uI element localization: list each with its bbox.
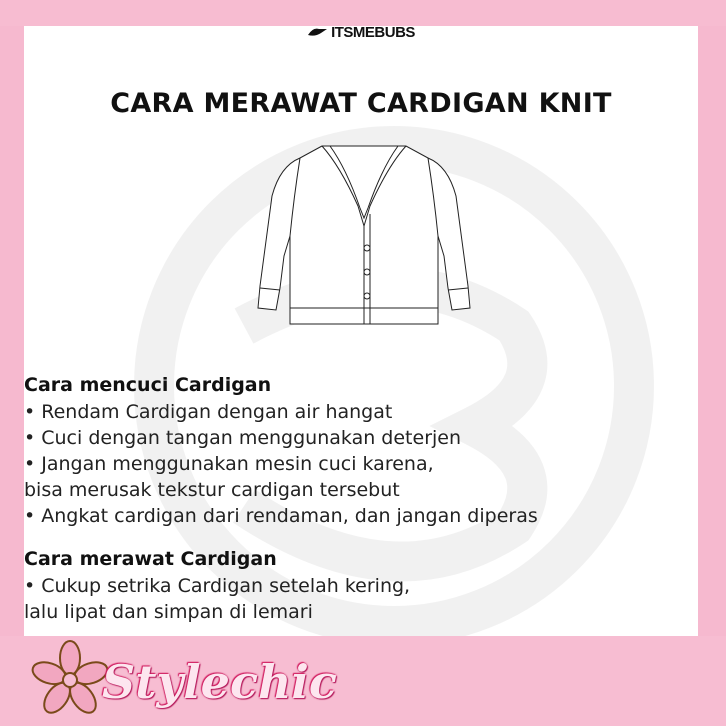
brand-logo — [24, 26, 698, 41]
washing-heading: Cara mencuci Cardigan — [24, 374, 272, 396]
care-line: lalu lipat dan simpan di lemari — [24, 601, 313, 623]
stylechic-logo: Stylechic — [102, 655, 337, 709]
brand-mark-icon — [307, 27, 329, 37]
top-frame-band — [0, 0, 726, 26]
care-section — [24, 546, 698, 625]
washing-line: • Cuci dengan tangan menggunakan deterjen — [24, 427, 462, 449]
washing-line: • Jangan menggunakan mesin cuci karena, — [24, 453, 434, 475]
care-guide-card — [24, 26, 698, 636]
flower-logo-icon — [30, 640, 110, 720]
washing-line: • Rendam Cardigan dengan air hangat — [24, 401, 393, 423]
cardigan-illustration-icon — [250, 136, 478, 332]
care-heading: Cara merawat Cardigan — [24, 548, 277, 570]
washing-line: • Angkat cardigan dari rendaman, dan jangan diperas — [24, 505, 538, 527]
brand-name: ITSMEBUBS — [331, 26, 415, 41]
washing-section — [24, 372, 698, 529]
care-line: • Cukup setrika Cardigan setelah kering, — [24, 575, 411, 597]
page-title: CARA MERAWAT CARDIGAN KNIT — [110, 88, 612, 119]
washing-line: bisa merusak tekstur cardigan tersebut — [24, 479, 400, 501]
